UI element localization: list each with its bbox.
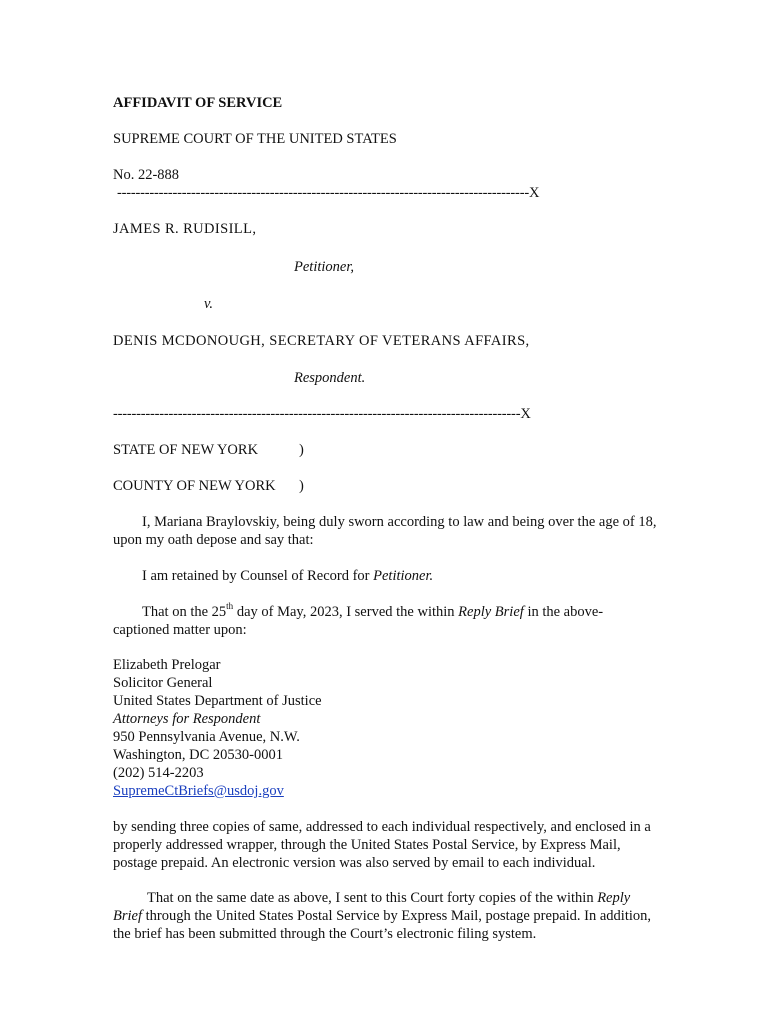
recipient-title: Solicitor General (113, 675, 213, 691)
caption-separator-top: -----------------------------------------------------------------------------------------X (117, 185, 540, 201)
caption-separator-bottom: ----------------------------------------------------------------------------------------X (113, 406, 531, 422)
recipient-email-link[interactable]: SupremeCtBriefs@usdoj.gov (113, 783, 284, 799)
venue-state-paren: ) (299, 442, 304, 458)
paragraph-sworn: I, Mariana Braylovskiy, being duly sworn according to law and being over the age of 18, upon my oath depose and say that: (113, 514, 657, 548)
paragraph-sending: by sending three copies of same, addressed to each individual respectively, and enclosed in a properly addressed wrapper, through the United States Postal Service, by Express Mail, postage prepaid. An electronic version was also served by email to each individual. (113, 819, 651, 871)
recipient-department: United States Department of Justice (113, 693, 322, 709)
court-name: SUPREME COURT OF THE UNITED STATES (113, 131, 397, 147)
recipient-street: 950 Pennsylvania Avenue, N.W. (113, 729, 300, 745)
respondent-name: DENIS MCDONOUGH, SECRETARY OF VETERANS AFFAIRS, (113, 333, 530, 349)
petitioner-role: Petitioner, (294, 259, 355, 275)
venue-county: COUNTY OF NEW YORK (113, 478, 276, 494)
recipient-name: Elizabeth Prelogar (113, 657, 221, 673)
respondent-role: Respondent. (294, 370, 366, 386)
recipient-phone: (202) 514-2203 (113, 765, 204, 781)
service-address-block (113, 656, 322, 800)
recipient-city: Washington, DC 20530-0001 (113, 747, 284, 763)
paragraph-served: That on the 25th day of May, 2023, I served the within Reply Brief in the above-captioned matter upon: (113, 601, 604, 638)
paragraph-court-filing: That on the same date as above, I sent to this Court forty copies of the within Reply Brief through the United States Postal Service by Express Mail, postage prepaid. In addition, the brief has been submitted through the Court’s electronic filing system. (113, 890, 652, 942)
versus: v. (204, 296, 213, 312)
venue-county-paren: ) (299, 478, 304, 494)
venue-state: STATE OF NEW YORK (113, 442, 259, 458)
petitioner-name: JAMES R. RUDISILL, (113, 221, 257, 237)
paragraph-retained: I am retained by Counsel of Record for Petitioner. (142, 568, 434, 584)
case-number: No. 22-888 (113, 167, 180, 183)
recipient-role: Attorneys for Respondent (113, 711, 261, 727)
document-title: AFFIDAVIT OF SERVICE (113, 95, 283, 111)
